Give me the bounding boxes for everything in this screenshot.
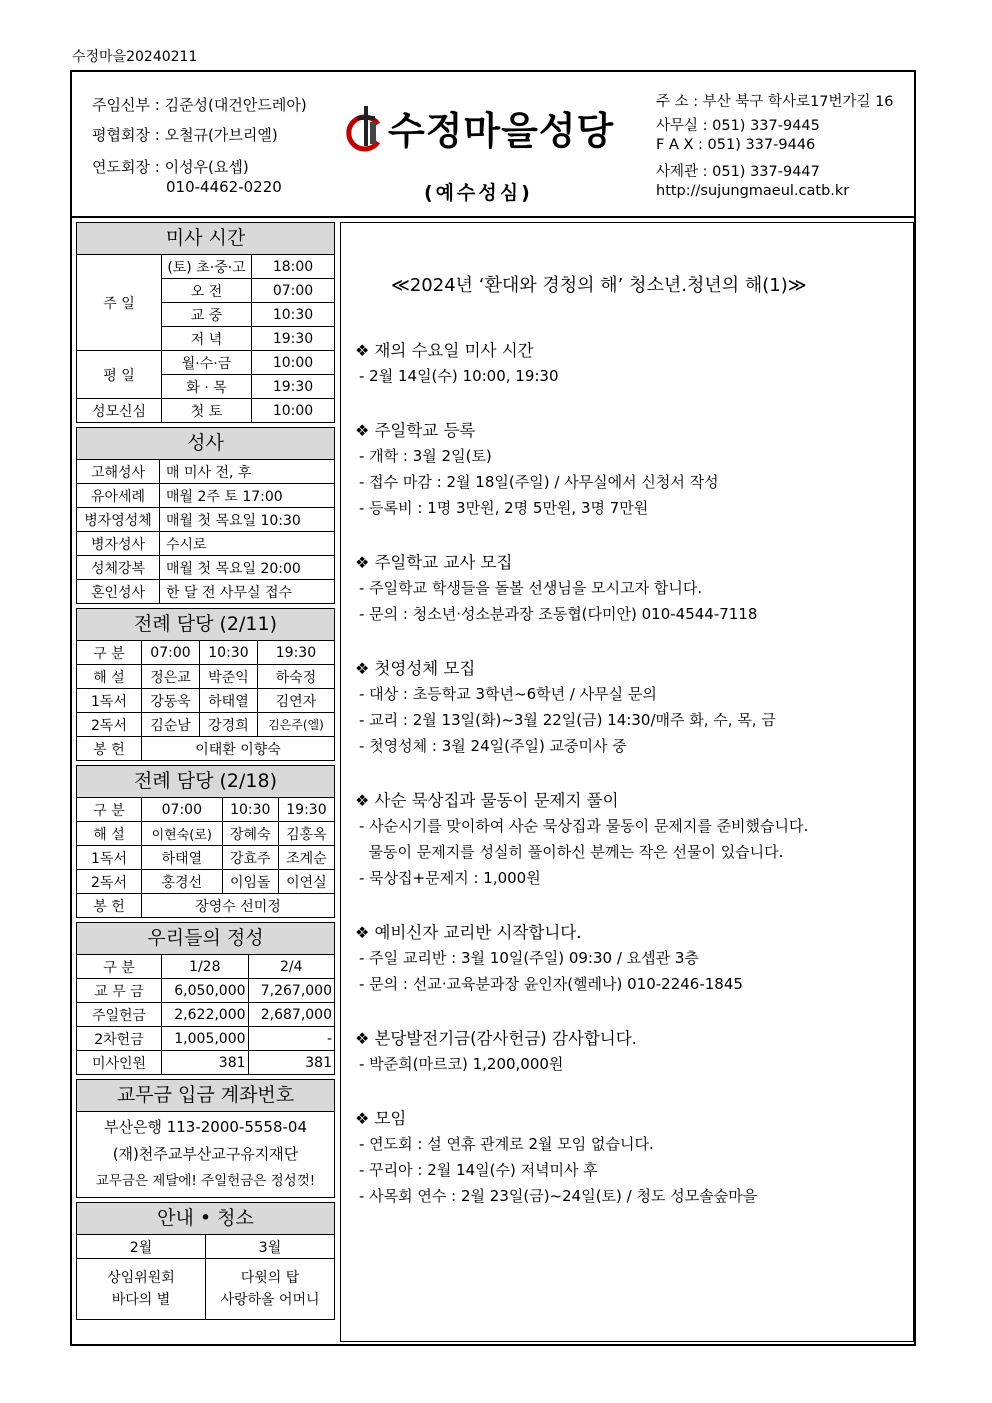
liturgy-box-2 bbox=[76, 765, 335, 918]
weekday-label: 평 일 bbox=[77, 351, 162, 399]
section-sunday-school: ❖ 주일학교 등록 bbox=[355, 421, 476, 440]
sacraments-title: 성사 bbox=[77, 428, 334, 460]
section-development-fund: ❖ 본당발전기금(감사헌금) 감사합니다. bbox=[355, 1029, 637, 1048]
liturgy-table-1: 구 분 07:00 10:30 19:30 해 설 정은교 박준익 하숙정 1독서 강동욱 하태열 김연자 2독서 김순남 강경희 김은주(엘) 봉 헌 이태환 이향숙 bbox=[77, 641, 334, 760]
offerings-table: 구 분 1/28 2/4 교 무 금 6,050,000 7,267,000 주일헌금 2,622,000 2,687,000 2차헌금 1,005,000 - 미사인원 381 381 bbox=[77, 955, 334, 1074]
theme-title: ≪2024년 ‘환대와 경청의 해’ 청소년.청년의 해(1)≫ bbox=[391, 275, 807, 296]
left-column bbox=[76, 222, 335, 1324]
memorial-president-phone: 010-4462-0220 bbox=[166, 178, 282, 196]
bank-account: 부산은행 113-2000-5558-04 bbox=[103, 1118, 308, 1136]
website-link[interactable]: http://sujungmaeul.catb.kr bbox=[656, 183, 850, 199]
account-box bbox=[76, 1079, 335, 1198]
cleaning-title: 안내 • 청소 bbox=[77, 1203, 334, 1235]
section-meetings: ❖ 모임 bbox=[355, 1109, 407, 1128]
section-teacher-recruit: ❖ 주일학교 교사 모집 bbox=[355, 553, 513, 572]
mass-times-box bbox=[76, 222, 335, 423]
section-lent-book: ❖ 사순 묵상집과 물동이 문제지 풀이 bbox=[355, 791, 619, 810]
mass-times-title: 미사 시간 bbox=[77, 223, 334, 255]
liturgy-table-2: 구 분 07:00 10:30 19:30 해 설 이현숙(로) 장혜숙 김홍옥 1독서 하태열 강효주 조계순 2독서 홍경선 이임돌 이연실 봉 헌 장영수 선미정 bbox=[77, 798, 334, 917]
mass-times-table: 주 일 (토) 초·중·고 18:00 오 전 07:00 교 중 10:30 저 녁 19:30 평 일 월·수·금 10:00 화 · 목 19:30 성모신심 첫 토 10:00 bbox=[77, 255, 334, 422]
rectory-phone: 사제관 : 051) 337-9447 bbox=[656, 164, 820, 180]
offerings-title: 우리들의 정성 bbox=[77, 923, 334, 955]
document-id: 수정마을20240211 bbox=[72, 49, 198, 65]
section-catechumen: ❖ 예비신자 교리반 시작합니다. bbox=[355, 923, 582, 942]
church-logo bbox=[344, 98, 644, 158]
sacraments-table: 고해성사 매 미사 전, 후 유아세례 매월 2주 토 17:00 병자영성체 매월 첫 목요일 10:30 병자성사 수시로 성체강복 매월 첫 목요일 20:00 혼인성사 한 달 전 사무실 접수 bbox=[77, 460, 334, 603]
section-ash-wednesday: ❖ 재의 수요일 미사 시간 bbox=[355, 341, 534, 360]
liturgy-title-2: 전례 담당 (2/18) bbox=[77, 766, 334, 798]
address: 주 소 : 부산 북구 학사로17번가길 16 bbox=[656, 94, 894, 110]
sunday-label: 주 일 bbox=[77, 255, 162, 351]
liturgy-title-1: 전례 담당 (2/11) bbox=[77, 609, 334, 641]
bulletin-frame bbox=[70, 70, 916, 1346]
cross-logo-icon bbox=[344, 98, 388, 154]
cleaning-box bbox=[76, 1202, 335, 1320]
fax: F A X : 051) 337-9446 bbox=[656, 137, 816, 153]
church-name: 수정마을성당 bbox=[388, 109, 615, 153]
account-note: 교무금은 제달에! 주일헌금은 정성껏! bbox=[95, 1173, 316, 1189]
section-first-communion: ❖ 첫영성체 모집 bbox=[355, 659, 476, 678]
cleaning-table: 2월 3월 상임위원회 바다의 별 다윗의 탑 사랑하올 어머니 bbox=[77, 1235, 334, 1319]
liturgy-box-1 bbox=[76, 608, 335, 761]
header bbox=[72, 72, 914, 218]
pastor-line: 주임신부 : 김준성(대건안드레아) bbox=[92, 96, 307, 114]
offerings-box bbox=[76, 922, 335, 1075]
council-president-line: 평협회장 : 오철규(가브리엘) bbox=[92, 126, 278, 144]
office-phone: 사무실 : 051) 337-9445 bbox=[656, 118, 820, 134]
sacraments-box bbox=[76, 427, 335, 604]
main-announcements: ≪2024년 ‘환대와 경청의 해’ 청소년.청년의 해(1)≫ ❖ 재의 수요일 미사 시간 - 2월 14일(수) 10:00, 19:30 ❖ 주일학교 등록 - 개학 : 3월 2일(토) - 접수 마감 : 2월 18일(주일) / 사무실에서 신청서 작성 - 등록비 : 1명 3만원, 2명 5만원, 3명 7만원 ❖ 주일학교 교사 모집 - 주일학교 학생들을 돌볼 선생님을 모시고자 합니다. - 문의 : 청소년·성소분과장 조동협(다미안) 010-4544-7118 ❖ 첫영성체 모집 - 대상 : 초등학교 3학년~6학년 / 사무실 문의 - 교리 : 2월 13일(화)~3월 22일(금) 14:30/매주 화, 수, 목, 금 - 첫영성체 : 3월 24일(주일) 교중미사 중 ❖ 사순 묵상집과 물동이 문제지 풀이 - 사순시기를 맞이하여 사순 묵상집과 물동이 문제지를 준비했습니다. 물동이 문제지를 성실히 풀이하신 분께는 작은 선물이 있습니다. - 묵상집+문제지 : 1,000원 ❖ 예비신자 교리반 시작합니다. - 주일 교리반 : 3월 10일(주일) 09:30 / 요셉관 3층 - 문의 : 선교·교육분과장 윤인자(헬레나) 010-2246-1845 ❖ 본당발전기금(감사헌금) 감사합니다. - 박준희(마르코) 1,200,000원 ❖ 모임 - 연도회 : 설 연휴 관계로 2월 모임 없습니다. - 꾸리아 : 2월 14일(수) 저녁미사 후 - 사목회 연수 : 2월 23일(금)~24일(토) / 청도 성모솔숲마을 bbox=[340, 222, 914, 1342]
motto: (예수성심) bbox=[424, 182, 533, 204]
memorial-president-line: 연도회장 : 이성우(요셉) bbox=[92, 158, 249, 176]
account-holder: (재)천주교부산교구유지재단 bbox=[112, 1145, 299, 1163]
account-title: 교무금 입금 계좌번호 bbox=[77, 1080, 334, 1112]
